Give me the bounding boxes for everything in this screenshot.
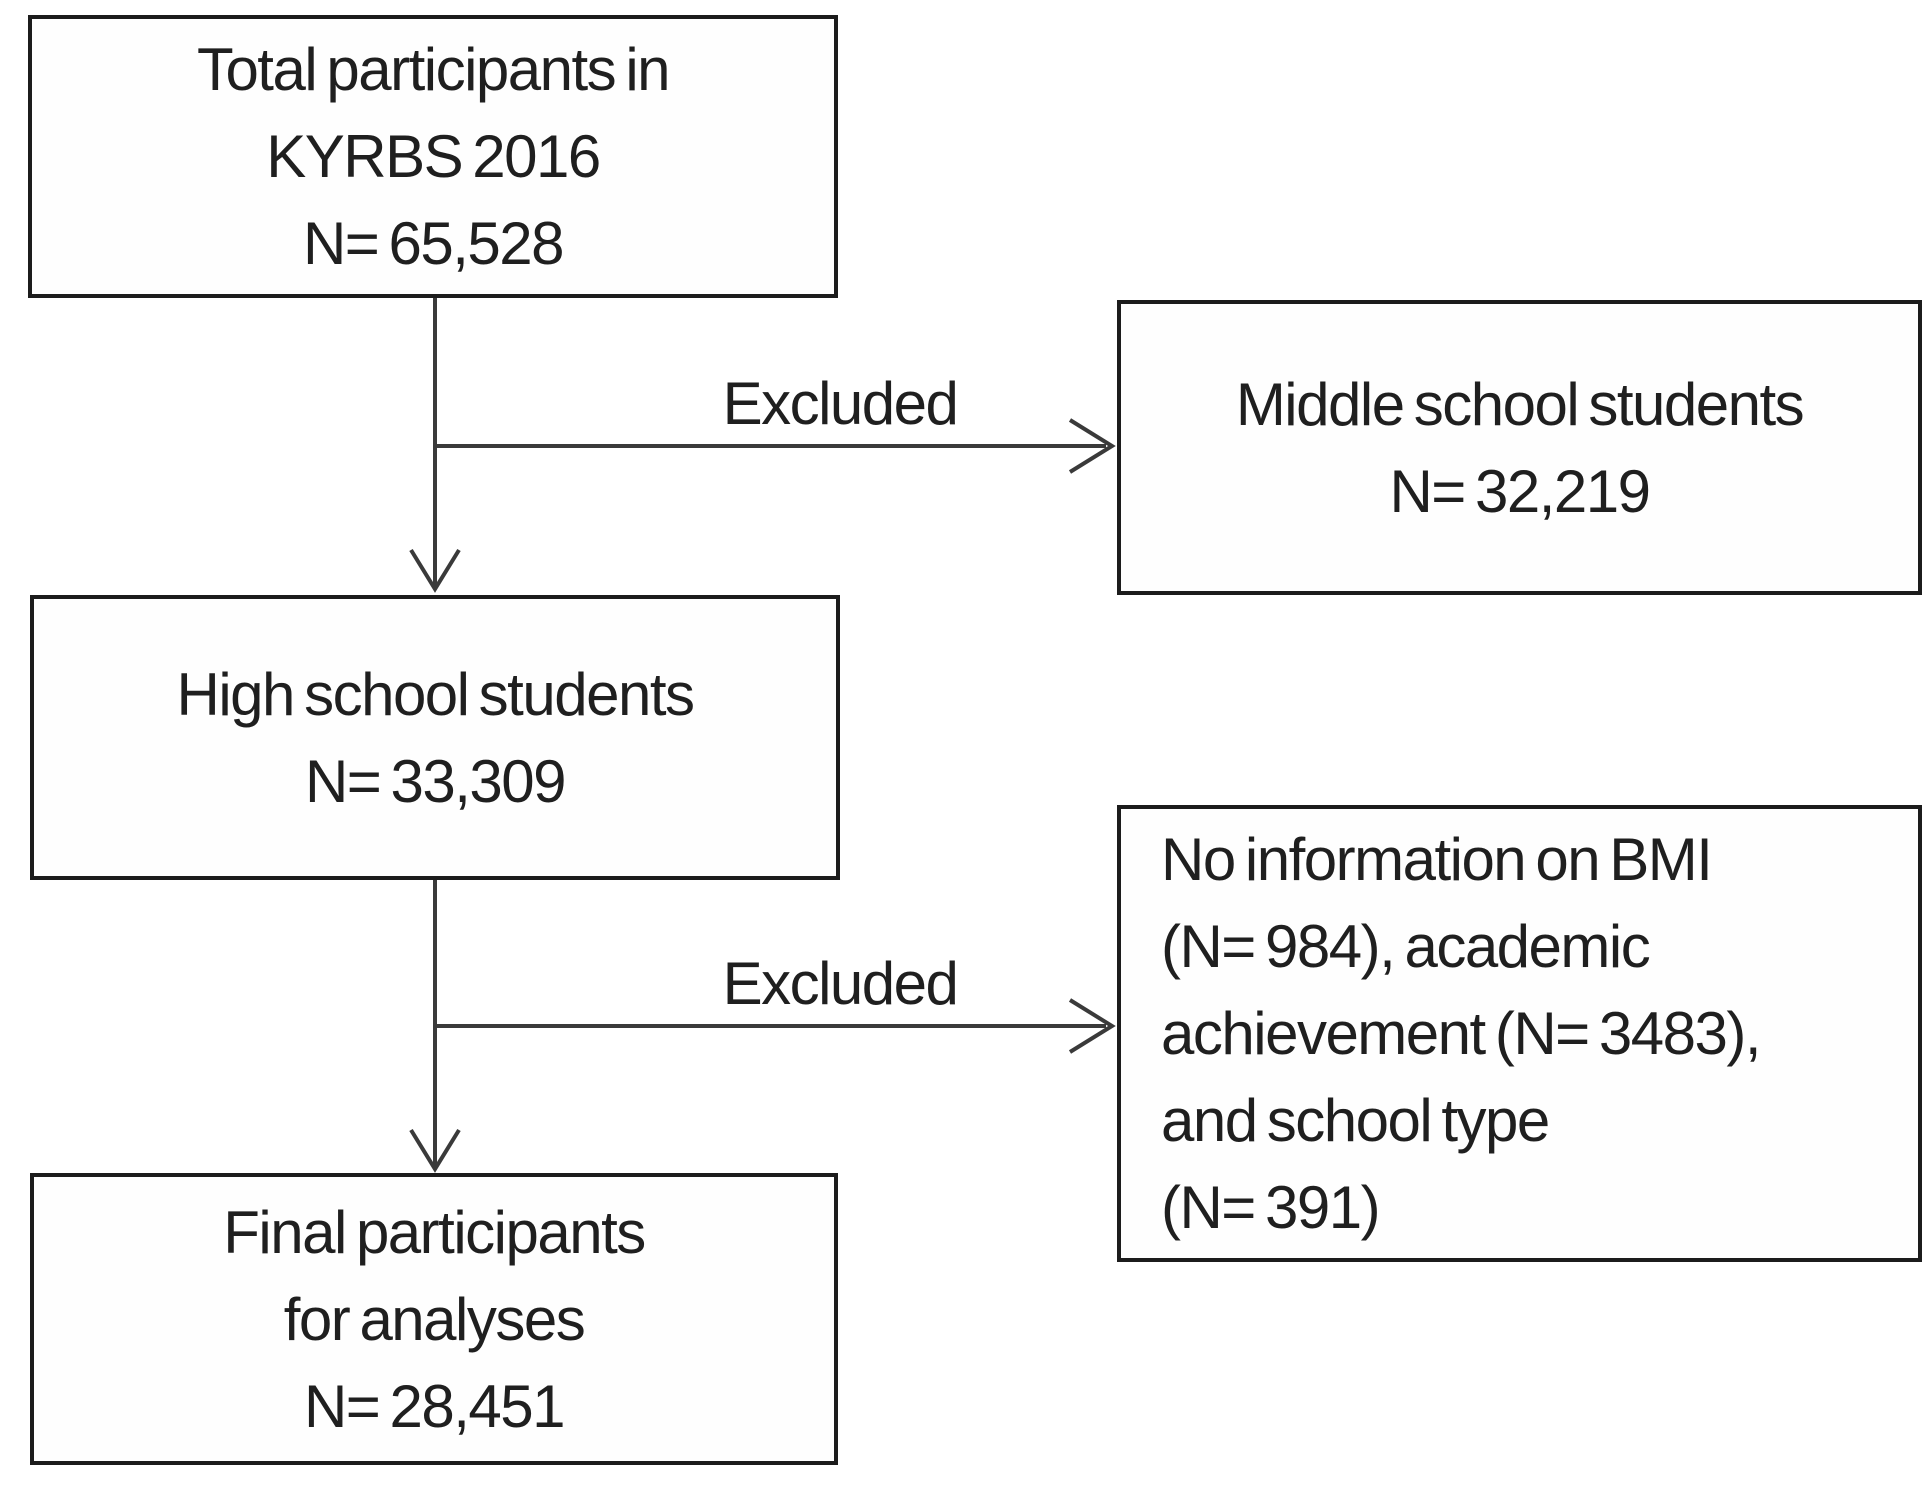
node-text-line: Middle school students: [1235, 370, 1804, 438]
node-text-line: and school type: [1161, 1087, 1549, 1154]
arrow-right-icon: [1070, 420, 1112, 472]
arrow-down-icon: [411, 550, 459, 589]
node-text-line: KYRBS 2016: [266, 123, 600, 190]
node-text-line: N= 65,528: [302, 210, 564, 277]
arrow-down-icon: [411, 1130, 459, 1169]
node-total-participants: [28, 15, 838, 298]
node-high-school-students: [30, 595, 840, 880]
node-text-line: N= 32,219: [1389, 457, 1650, 525]
node-exclusion-reasons: [1117, 805, 1922, 1262]
node-final-participants: [30, 1173, 838, 1465]
node-text-line: N= 28,451: [303, 1372, 565, 1440]
node-text-line: N= 33,309: [304, 747, 566, 815]
node-text-line: (N= 391): [1161, 1174, 1380, 1241]
edge-label-excluded-bottom: Excluded: [722, 950, 958, 1017]
node-text-line: Final participants: [223, 1198, 645, 1266]
node-text-line: No information on BMI: [1161, 826, 1712, 893]
node-text-line: (N= 984), academic: [1161, 913, 1650, 980]
node-middle-school-students: [1117, 300, 1922, 595]
node-text-line: achievement (N= 3483),: [1161, 1000, 1761, 1067]
node-text-line: for analyses: [283, 1285, 585, 1353]
edge-label-excluded-top: Excluded: [722, 370, 958, 437]
node-text-line: High school students: [176, 660, 694, 728]
arrow-right-icon: [1070, 1000, 1112, 1052]
node-text-line: Total participants in: [196, 36, 670, 103]
